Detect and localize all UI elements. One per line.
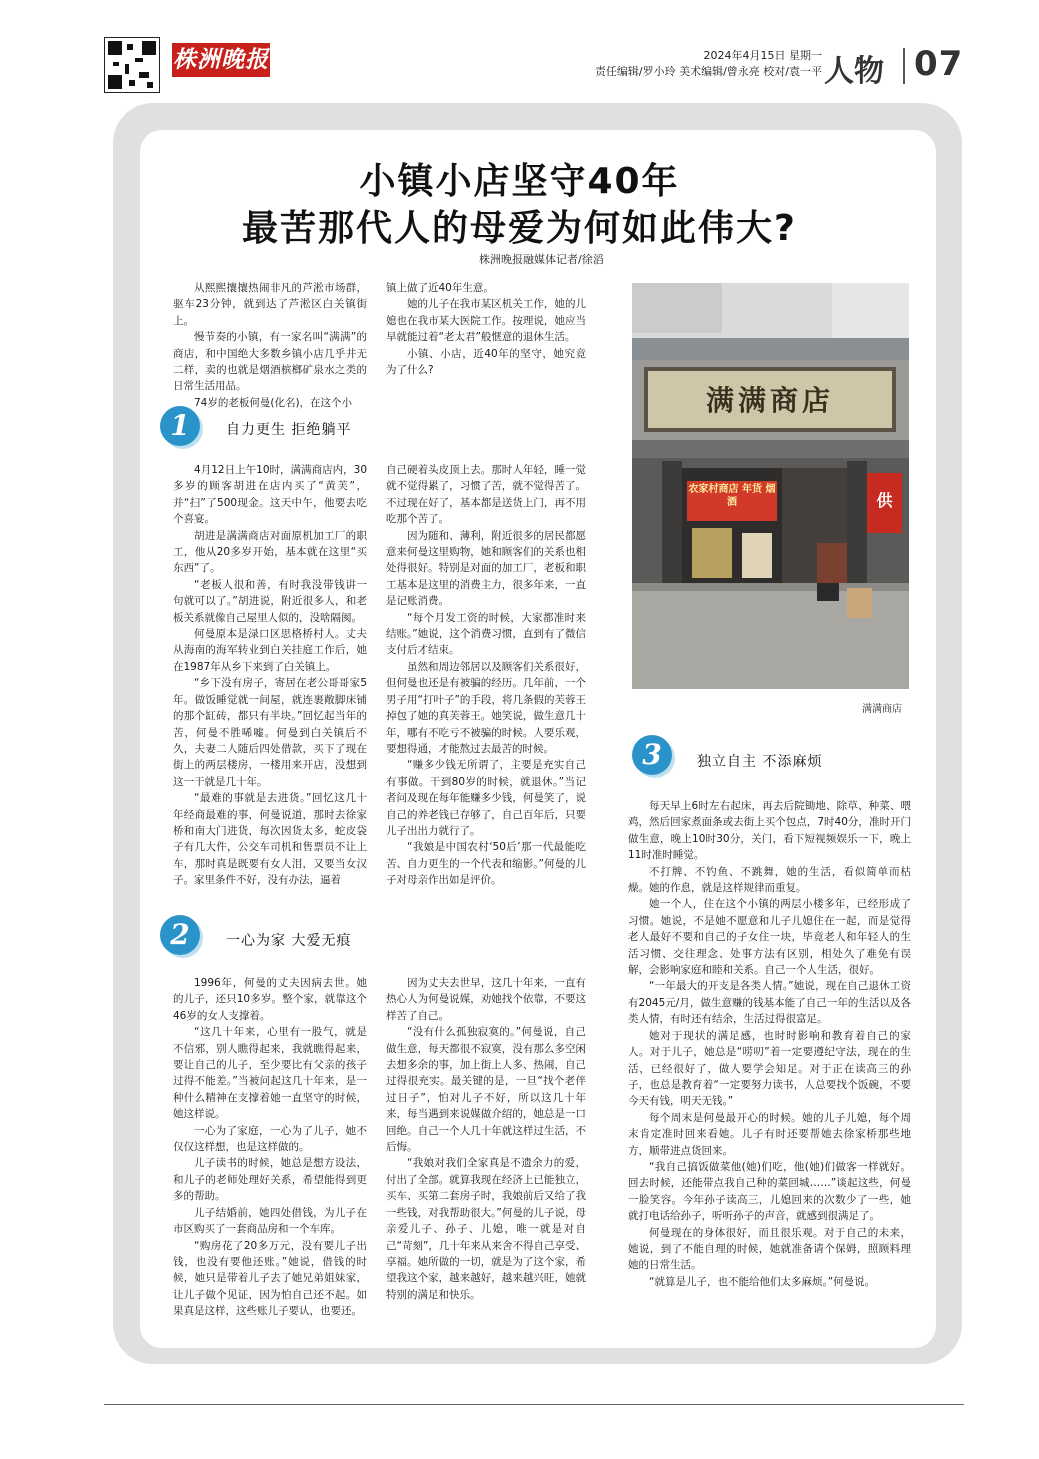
paragraph: “这几十年来，心里有一股气，就是不信邪，别人瞧得起来，我就瞧得起来，要让自己的儿子，至少要比有父亲的孩子过得不能差。”当被问起这几十年来，是一种什么精神在支撑着她一直坚守的时候，她这样说。: [173, 1026, 367, 1121]
paragraph: 因为丈夫去世早，这几十年来，一直有热心人为何曼说媒，劝她找个依靠，不要这样苦了自己。: [386, 977, 586, 1022]
section-3-badge: 3: [632, 735, 672, 775]
section-2-left-column: [173, 975, 367, 1320]
store-side-sign: 供: [876, 491, 893, 510]
footer-rule: [104, 1404, 964, 1405]
paragraph: “一年最大的开支是各类人情。”她说，现在自己退休工资有2045元/月，做生意赚的钱基本能了自己一年的生活以及各类人情，有时还有结余，生活过得很富足。: [628, 980, 911, 1026]
section-2-right-column: [386, 975, 586, 1303]
paragraph: 每个周末是何曼最开心的时候。她的儿子儿媳，每个周末肯定准时回来看她。儿子有时还要帮她去徐家桥那些地方，顺带进点货回来。: [628, 1111, 911, 1157]
paragraph: 因为随和、薄利，附近很多的居民都愿意来何曼这里购物，她和顾客们的关系也相处得很好。特别是对面的加工厂，老板和职工基本是这里的消费主力，很多年来，一直是记账消费。: [386, 529, 586, 608]
paragraph: “乡下没有房子，寄居在老公哥哥家5年。做饭睡觉就一间屋，就连裹敞脚床铺的那个缸砖，都只有半块。”回忆起当年的苦，何曼不胜唏嘘。何曼到白关镇后不久，夫妻二人随后四处借款，买下了现在街上的两层楼房，一楼用来开店，没想到这一干就是几十年。: [173, 677, 367, 788]
store-photo: [632, 283, 909, 689]
paragraph: 她的儿子在我市某区机关工作，她的儿媳也在我市某大医院工作。按理说，她应当早就能过着“老太君”般惬意的退休生活。: [386, 298, 586, 344]
paragraph: 慢节奏的小镇，有一家名叫“满满”的商店，和中国绝大多数乡镇小店几乎井无二样，卖的也就是烟酒槟榔矿泉水之类的日常生活用品。: [173, 331, 367, 393]
paragraph: 自己硬着头皮顶上去。那时人年轻，睡一觉就不觉得累了，习惯了苦，就不觉得苦了。不过现在好了，基本都是送货上门，再不用吃那个苦了。: [386, 464, 586, 526]
section-3-title: 独立自主 不添麻烦: [697, 754, 823, 770]
paragraph: “最难的事就是去进货。”回忆这几十年经商最难的事，何曼说道，那时去徐家桥和南大门进货，每次因货太多，蛇皮袋子有几大件，公交车司机和售票员不让上车，那时真是既要有女人泪，又要当女汉子。家里条件不好，没有办法，逼着: [173, 792, 367, 887]
headline-line1: 小镇小店坚守40年: [359, 161, 680, 202]
masthead-logo: 株洲晚报: [172, 43, 270, 77]
editors-line: 责任编辑/罗小玲 美术编辑/曾永亮 校对/袁一平: [594, 65, 822, 78]
headline-line2: 最苦那代人的母爱为何如此伟大?: [242, 208, 797, 249]
page-number: 07: [914, 44, 964, 84]
section-3-column: [628, 798, 911, 1290]
paragraph: 74岁的老板何曼(化名)，在这个小: [194, 396, 353, 409]
paragraph: 每天早上6时左右起床，再去后院锄地、除草、种菜、喂鸡，然后回家煮面条或去街上买个包点，7时40分，准时开门做生意，晚上10时30分，关门，看下短视频娱乐一下，晚上11时准时睡觉。: [628, 800, 911, 862]
section-name: 人物: [824, 54, 884, 89]
paragraph: 1996年，何曼的丈夫因病去世。她的儿子，还只10多岁。整个家，就靠这个46岁的女人支撑着。: [173, 977, 367, 1022]
intro-left-column: [173, 280, 367, 411]
paragraph: “购房花了20多万元，没有要儿子出钱，也没有要他还账。”她说，借钱的时候，她只是带着儿子去了她兄弟姐妹家，让儿子做个见证，因为怕自己还不起。如果真是这样，这些账儿子要认，也要还。: [173, 1239, 367, 1318]
paragraph: 何曼原本是渌口区思格桥村人。丈夫从海南的海军转业到白关挂庭工作后，她在1987年从乡下来到了白关镇上。: [173, 628, 367, 673]
photo-caption: 满满商店: [862, 704, 902, 715]
paragraph: 儿子读书的时候，她总是想方设法，和儿子的老师处理好关系，希望能得到更多的帮助。: [173, 1157, 367, 1203]
section-2-title: 一心为家 大爱无痕: [226, 933, 352, 949]
paragraph: 她对于现状的满足感，也时时影响和教育着自己的家人。对于儿子，她总是“唠叨”着一定要遵纪守法，现在的生活，已经很好了，做人要学会知足。对于正在读高三的孙子，也总是教育着“一定要努力读书，人总要找个饭碗，不要今天有钱，明天无钱。”: [628, 1029, 911, 1108]
store-banner-text: 农家村商店 年货 烟酒: [688, 484, 776, 508]
intro-right-column: [386, 280, 586, 378]
paragraph: “没有什么孤独寂寞的。”何曼说，自己做生意，每天都很不寂寞，没有那么多空闲去想多余的事，加上街上人多、热闹，自己过得很充实。最关键的是，一旦“找个老伴过日子”，怕对儿子不好，所以这几十年来，每当遇到来说媒做介绍的，她总是一口回绝。自己一个人几十年就这样过生活，不后悔。: [386, 1026, 586, 1154]
paragraph: 儿子结婚前，她四处借钱，为儿子在市区购买了一套商品房和一个车库。: [173, 1206, 367, 1236]
qr-code: [104, 37, 160, 93]
paragraph: 一心为了家庭，一心为了儿子，她不仅仅这样想，也是这样做的。: [173, 1124, 367, 1154]
paragraph: 她一个人，住在这个小镇的两层小楼多年，已经形成了习惯。她说，不是她不愿意和儿子儿媳住在一起，而是觉得老人最好不要和自己的子女住一块，毕竟老人和年轻人的生活习惯、交往理念、处事方法有区别，相处久了难免有误解，会影响家庭和睦和关系。自己一个人生活，很好。: [628, 898, 911, 977]
paragraph: 镇上做了近40年生意。: [386, 282, 494, 294]
section-2-badge: 2: [160, 915, 200, 955]
section-1-title: 自力更生 拒绝躺平: [226, 422, 352, 438]
paragraph: “我自己搞饭做菜他(她)们吃，他(她)们做客一样就好。回去时候，还能带点我自己种的菜回城……”谈起这些，何曼一脸笑容。今年孙子读高三，儿媳回来的次数少了一些，她就打电话给孙子，听听孙子的声音，就感到很满足了。: [628, 1160, 911, 1223]
store-sign-text: 满满商店: [705, 384, 834, 417]
paragraph: 何曼现在的身体很好，而且很乐观。对于自己的未来，她说，到了不能自理的时候，她就准备请个保姆，照顾料理她的日常生活。: [628, 1226, 911, 1272]
paragraph: 虽然和周边邻居以及顾客们关系很好，但何曼也还是有被骗的经历。几年前，一个男子用“打叶子”的手段，将几条假的芙蓉王掉包了她的真芙蓉王。她笑说，做生意几十年，哪有不吃亏不被骗的时候。人要乐观，要想得通，才能熬过去最苦的时候。: [386, 660, 586, 755]
paragraph: 从熙熙攘攘热闹非凡的芦淞市场群，驱车23分钟，就到达了芦淞区白关镇街上。: [173, 282, 367, 327]
paragraph: “我娘是中国农村‘50后’那一代最能吃苦、自力更生的一个代表和缩影。”何曼的儿子对母亲作出如是评价。: [386, 841, 586, 887]
paragraph: 小镇、小店，近40年的坚守，她究竟为了什么?: [386, 347, 586, 377]
paragraph: “就算是儿子，也不能给他们太多麻烦。”何曼说。: [649, 1275, 876, 1288]
paragraph: 4月12日上午10时，满满商店内，30多岁的顾客胡进在店内买了“黄芙”，并“扫”了500现金。这天中午，他要去吃个喜宴。: [173, 464, 367, 526]
paragraph: “赚多少钱无所谓了，主要是充实自己有事做。干到80岁的时候，就退休。”当记者问及现在每年能赚多少钱，何曼笑了，说自己的养老钱已存够了，自己百年后，只要儿子出出力就行了。: [386, 759, 586, 837]
paragraph: “我娘对我们全家真是不遗余力的爱，付出了全部。就算我现在经济上已能独立，买车、买第二套房子时，我娘前后又给了我一些钱，对我帮助很大。”何曼的儿子说，母亲爱儿子、孙子、儿媳，唯一就是对自己“苛刻”，几十年来从来舍不得自己享受、享福。她所做的一切，就是为了这个家，希望我这个家，越来越好，越来越兴旺，她就特别的满足和快乐。: [386, 1157, 586, 1301]
paragraph: 胡进是满满商店对面原机加工厂的职工，他从20多岁开始，基本就在这里“买东西”了。: [173, 529, 367, 575]
paragraph: “老板人很和善，有时我没带钱讲一句就可以了。”胡进说，附近很多人，和老板关系就像自己屋里人似的，没啥隔阂。: [173, 578, 367, 624]
section-1-left-column: [173, 462, 367, 889]
header-divider: [903, 48, 905, 84]
header-info: [595, 48, 822, 80]
section-1-badge: 1: [160, 406, 200, 446]
paragraph: “每个月发工资的时候，大家都准时来结账。”她说，这个消费习惯，直到有了微信支付后才结束。: [386, 611, 586, 657]
byline: 株洲晚报融媒体记者/徐滔: [479, 253, 604, 266]
paragraph: 不打牌、不钓鱼、不跳舞，她的生活，看似简单而枯燥。她的作息，就是这样规律而重复。: [628, 865, 911, 895]
issue-date: 2024年4月15日 星期一: [703, 49, 822, 62]
section-1-right-column: [386, 462, 586, 889]
